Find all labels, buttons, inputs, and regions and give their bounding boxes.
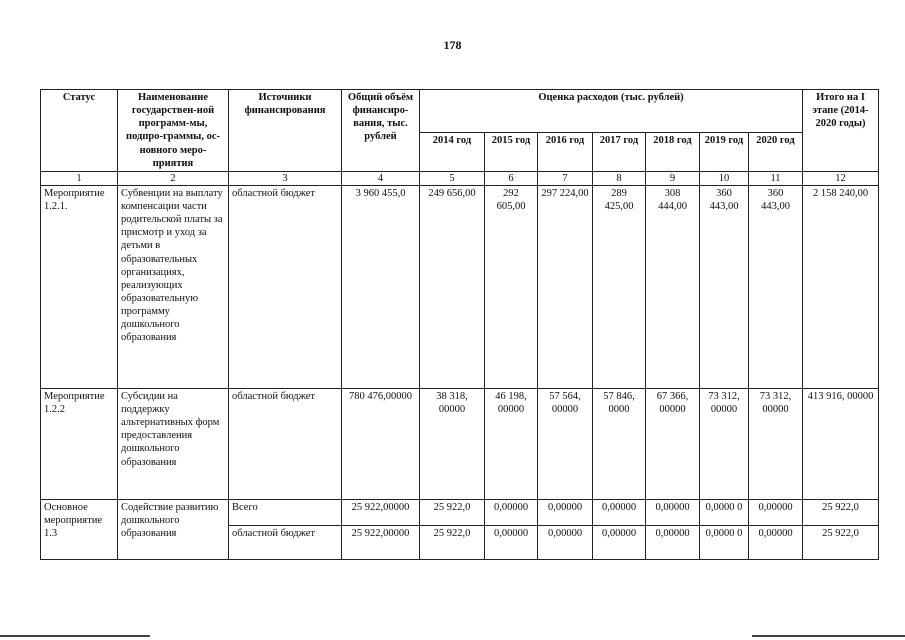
page-number: 178 (443, 38, 462, 52)
row-total: 780 476,00000 (342, 388, 420, 499)
column-number: 2 (118, 171, 229, 185)
header-year-2020: 2020 год (749, 132, 803, 171)
column-number: 7 (538, 171, 593, 185)
column-number-row (41, 171, 879, 185)
header-year-2015: 2015 год (485, 132, 538, 171)
row-year-value: 25 922,0 (420, 499, 485, 525)
column-number: 8 (593, 171, 646, 185)
row-stage-total: 2 158 240,00 (803, 185, 879, 388)
row-source: Всего (229, 499, 342, 525)
row-name: Субвенции на выплату компенсации части родительской платы за присмотр и уход за детьми в образовательных организациях, реализующих образовательную программу дошкольного образования (118, 185, 229, 388)
row-year-value: 73 312, 00000 (700, 388, 749, 499)
header-expense-estimate: Оценка расходов (тыс. рублей) (420, 90, 803, 133)
row-year-value: 38 318, 00000 (420, 388, 485, 499)
row-year-value: 0,00000 (749, 499, 803, 525)
row-stage-total: 413 916, 00000 (803, 388, 879, 499)
header-year-2019: 2019 год (700, 132, 749, 171)
row-year-value: 57 564, 00000 (538, 388, 593, 499)
row-stage-total: 25 922,0 (803, 525, 879, 559)
row-year-value: 73 312, 00000 (749, 388, 803, 499)
row-source: областной бюджет (229, 388, 342, 499)
column-number: 1 (41, 171, 118, 185)
row-status: Основное мероприятие 1.3 (41, 499, 118, 559)
row-year-value: 25 922,0 (420, 525, 485, 559)
row-year-value: 292 605,00 (485, 185, 538, 388)
row-year-value: 297 224,00 (538, 185, 593, 388)
header-year-2017: 2017 год (593, 132, 646, 171)
header-year-2018: 2018 год (646, 132, 700, 171)
row-year-value: 0,0000 0 (700, 499, 749, 525)
row-year-value: 360 443,00 (749, 185, 803, 388)
row-source: областной бюджет (229, 525, 342, 559)
row-year-value: 289 425,00 (593, 185, 646, 388)
row-status: Мероприятие 1.2.2 (41, 388, 118, 499)
row-source: областной бюджет (229, 185, 342, 388)
column-number: 12 (803, 171, 879, 185)
row-year-value: 57 846, 0000 (593, 388, 646, 499)
column-number: 6 (485, 171, 538, 185)
table-row (41, 499, 879, 525)
header-stage-total: Итого на I этапе (2014-2020 годы) (803, 90, 879, 172)
column-number: 5 (420, 171, 485, 185)
scan-edge-mark (0, 635, 150, 637)
row-year-value: 0,0000 0 (700, 525, 749, 559)
header-funding-sources: Источники финансирования (229, 90, 342, 172)
table-row (41, 185, 879, 388)
row-year-value: 308 444,00 (646, 185, 700, 388)
column-number: 9 (646, 171, 700, 185)
row-year-value: 0,00000 (646, 499, 700, 525)
column-number: 11 (749, 171, 803, 185)
row-stage-total: 25 922,0 (803, 499, 879, 525)
row-year-value: 46 198, 00000 (485, 388, 538, 499)
scan-edge-mark (752, 635, 905, 637)
row-year-value: 0,00000 (485, 525, 538, 559)
row-total: 3 960 455,0 (342, 185, 420, 388)
row-year-value: 0,00000 (593, 499, 646, 525)
row-year-value: 0,00000 (485, 499, 538, 525)
column-number: 10 (700, 171, 749, 185)
row-year-value: 0,00000 (593, 525, 646, 559)
column-number: 3 (229, 171, 342, 185)
header-row-top (41, 90, 879, 133)
table-row (41, 388, 879, 499)
row-name: Содействие развитию дошкольного образования (118, 499, 229, 559)
header-year-2016: 2016 год (538, 132, 593, 171)
row-year-value: 67 366, 00000 (646, 388, 700, 499)
row-year-value: 0,00000 (646, 525, 700, 559)
row-year-value: 0,00000 (538, 499, 593, 525)
header-status: Статус (41, 90, 118, 172)
row-total: 25 922,00000 (342, 499, 420, 525)
column-number: 4 (342, 171, 420, 185)
row-year-value: 360 443,00 (700, 185, 749, 388)
row-year-value: 249 656,00 (420, 185, 485, 388)
row-total: 25 922,00000 (342, 525, 420, 559)
budget-table (40, 89, 879, 560)
row-year-value: 0,00000 (749, 525, 803, 559)
row-name: Субсидии на поддержку альтернативных форм предоставления дошкольного образования (118, 388, 229, 499)
header-program-name: Наименование государствен-ной программ-мы, подпро-граммы, ос-новного меро-приятия (118, 90, 229, 172)
row-year-value: 0,00000 (538, 525, 593, 559)
header-total-volume: Общий объём финансиро-вания, тыс. рублей (342, 90, 420, 172)
header-year-2014: 2014 год (420, 132, 485, 171)
row-status: Мероприятие 1.2.1. (41, 185, 118, 388)
